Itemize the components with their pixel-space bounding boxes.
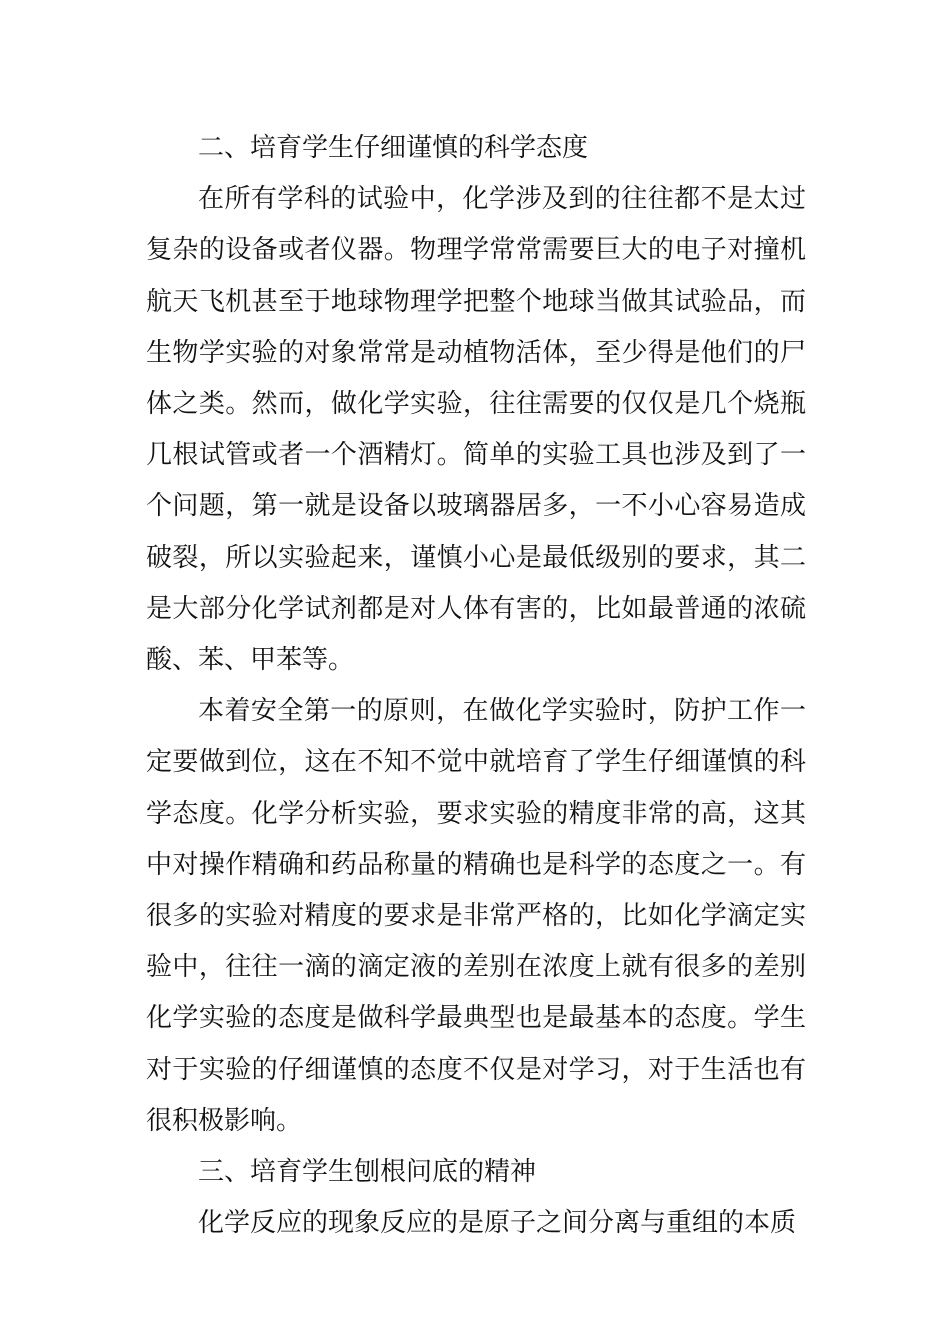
paragraph-1: 在所有学科的试验中，化学涉及到的往往都不是太过复杂的设备或者仪器。物理学常常需要巨大的电子对撞机航天飞机甚至于地球物理学把整个地球当做其试验品，而生物学实验的对象常常是动植物活体，至少得是他们的尸体之类。然而，做化学实验，往往需要的仅仅是几个烧瓶几根试管或者一个酒精灯。简单的实验工具也涉及到了一个问题，第一就是设备以玻璃器居多，一不小心容易造成破裂，所以实验起来，谨慎小心是最低级别的要求，其二是大部分化学试剂都是对人体有害的，比如最普通的浓硫酸、苯、甲苯等。 <box>146 184 806 676</box>
section-heading-3: 三、培育学生刨根问底的精神 <box>198 1157 537 1188</box>
section-heading-2: 二、培育学生仔细谨慎的科学态度 <box>198 133 589 163</box>
paragraph-2: 本着安全第一的原则，在做化学实验时，防护工作一定要做到位，这在不知不觉中就培育了学生仔细谨慎的科学态度。化学分析实验，要求实验的精度非常的高，这其中对操作精确和药品称量的精确也是科学的态度之一。有很多的实验对精度的要求是非常严格的，比如化学滴定实验中，往往一滴的滴定液的差别在浓度上就有很多的差别化学实验的态度是做科学最典型也是最基本的态度。学生对于实验的仔细谨慎的态度不仅是对学习，对于生活也有很积极影响。 <box>146 696 806 1136</box>
document-body <box>146 123 806 1249</box>
paragraph-3: 化学反应的现象反应的是原子之间分离与重组的本质 <box>198 1208 797 1239</box>
